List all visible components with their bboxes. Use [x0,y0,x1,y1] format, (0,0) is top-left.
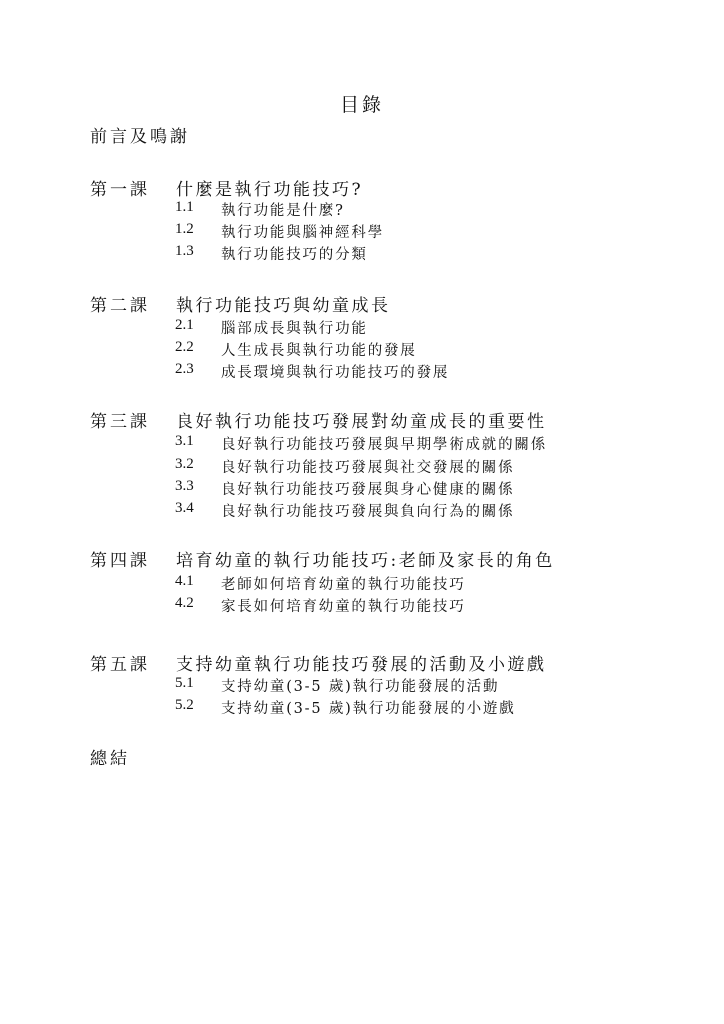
section-title: 執行功能與腦神經科學 [221,225,384,241]
section-title: 成長環境與執行功能技巧的發展 [221,365,450,381]
section-number: 1.2 [175,221,194,237]
section-title: 腦部成長與執行功能 [221,321,368,337]
section-number: 4.1 [175,573,194,589]
section-number: 3.4 [175,500,194,516]
toc-entry-preface: 前言及鳴謝 [90,127,190,147]
section-title: 老師如何培育幼童的執行功能技巧 [221,577,466,593]
section-title: 人生成長與執行功能的發展 [221,343,417,359]
section-title: 良好執行功能技巧發展與早期學術成就的關係 [221,437,547,453]
section-title: 支持幼童(3-5 歲)執行功能發展的小遊戲 [221,701,516,717]
section-number: 5.2 [175,697,194,713]
section-number: 3.3 [175,478,194,494]
section-title: 良好執行功能技巧發展與社交發展的關係 [221,460,515,476]
lesson-label: 第五課 [90,655,150,675]
lesson-title: 培育幼童的執行功能技巧:老師及家長的角色 [176,551,555,571]
section-number: 1.1 [175,199,194,215]
section-number: 4.2 [175,595,194,611]
lesson-title: 良好執行功能技巧發展對幼童成長的重要性 [176,412,547,432]
lesson-label: 第二課 [90,296,150,316]
lesson-title: 支持幼童執行功能技巧發展的活動及小遊戲 [176,655,547,675]
section-title: 支持幼童(3-5 歲)執行功能發展的活動 [221,679,500,695]
section-number: 3.2 [175,456,194,472]
lesson-label: 第三課 [90,412,150,432]
section-number: 5.1 [175,675,194,691]
section-number: 2.1 [175,317,194,333]
lesson-title: 執行功能技巧與幼童成長 [176,296,391,316]
toc-entry-conclusion: 總結 [90,749,130,769]
section-number: 2.2 [175,339,194,355]
lesson-title: 什麼是執行功能技巧? [176,180,364,200]
section-title: 執行功能是什麼? [221,203,345,219]
page-title: 目錄 [339,94,384,116]
lesson-label: 第一課 [90,180,150,200]
section-title: 良好執行功能技巧發展與身心健康的關係 [221,482,515,498]
section-title: 執行功能技巧的分類 [221,247,368,263]
section-title: 良好執行功能技巧發展與負向行為的關係 [221,504,515,520]
lesson-label: 第四課 [90,551,150,571]
section-number: 3.1 [175,433,194,449]
section-number: 2.3 [175,361,194,377]
section-title: 家長如何培育幼童的執行功能技巧 [221,599,466,615]
section-number: 1.3 [175,243,194,259]
